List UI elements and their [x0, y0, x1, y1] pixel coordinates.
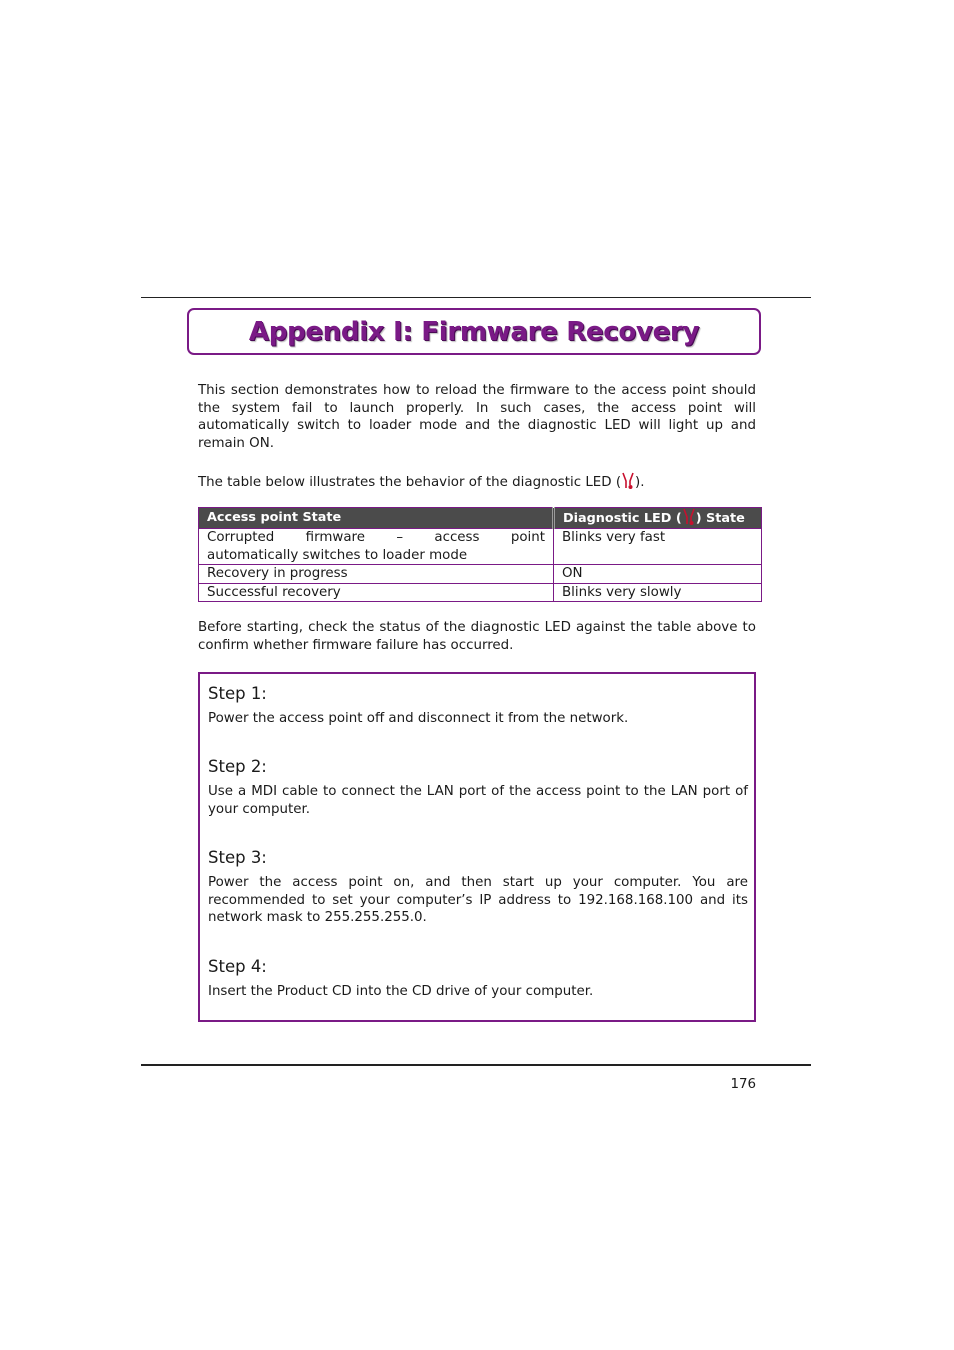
page-title: Appendix I: Firmware Recovery: [248, 316, 700, 347]
step-text: Power the access point off and disconnect it from the network.: [208, 711, 629, 726]
led-state-table: [198, 507, 762, 602]
step-heading: Step 1:: [208, 684, 267, 703]
step-text: Use a MDI cable to connect the LAN port of the access point to the LAN port of your computer.: [208, 784, 748, 817]
step-text: Insert the Product CD into the CD drive of your computer.: [208, 984, 594, 999]
table-row: [199, 583, 762, 602]
step-text: Power the access point on, and then start up your computer. You are recommended to set your computer’s IP address to 192.168.168.100 and its network mask to 255.255.255.0.: [208, 875, 748, 926]
led-cell: Blinks very slowly: [554, 583, 762, 602]
step-3: [208, 848, 748, 927]
table-row: [199, 565, 762, 584]
table-intro-text: The table below illustrates the behavior of the diagnostic LED (: [198, 475, 622, 490]
table-header-row: [199, 508, 762, 529]
step-heading: Step 4:: [208, 957, 267, 976]
state-cell: Recovery in progress: [199, 565, 554, 584]
step-1: [208, 684, 748, 728]
state-line: automatically switches to loader mode: [207, 547, 468, 563]
header-diagnostic-led-state: [554, 508, 762, 529]
title-box: [187, 308, 761, 355]
header-led-state: ) State: [695, 511, 745, 527]
state-cell: Successful recovery: [199, 583, 554, 602]
steps-box: [198, 672, 756, 1022]
step-2: [208, 757, 748, 818]
bottom-rule: [141, 1064, 811, 1066]
step-4: [208, 957, 748, 1001]
top-rule: [141, 297, 811, 298]
diagnostic-led-icon: [621, 472, 635, 490]
state-line: Corrupted firmware – access point: [207, 530, 545, 545]
intro-paragraph: This section demonstrates how to reload the firmware to the access point should the system fail to launch properly. In such cases, the access point will automatically switch to loader mode and the diagnostic LED will light up and remain ON.: [198, 383, 756, 451]
table-intro-end: ).: [635, 475, 645, 490]
diagnostic-led-icon: [682, 508, 696, 526]
step-heading: Step 3:: [208, 848, 267, 867]
step-heading: Step 2:: [208, 757, 267, 776]
header-led-label: Diagnostic LED (: [563, 511, 682, 527]
led-cell: Blinks very fast: [554, 529, 762, 565]
table-intro-paragraph: [198, 472, 756, 492]
check-paragraph: Before starting, check the status of the diagnostic LED against the table above to confirm whether firmware failure has occurred.: [198, 620, 756, 653]
table-row: [199, 529, 762, 565]
header-access-point-state: Access point State: [199, 508, 554, 529]
page-number: 176: [730, 1077, 756, 1092]
state-cell: [199, 529, 554, 565]
led-cell: ON: [554, 565, 762, 584]
